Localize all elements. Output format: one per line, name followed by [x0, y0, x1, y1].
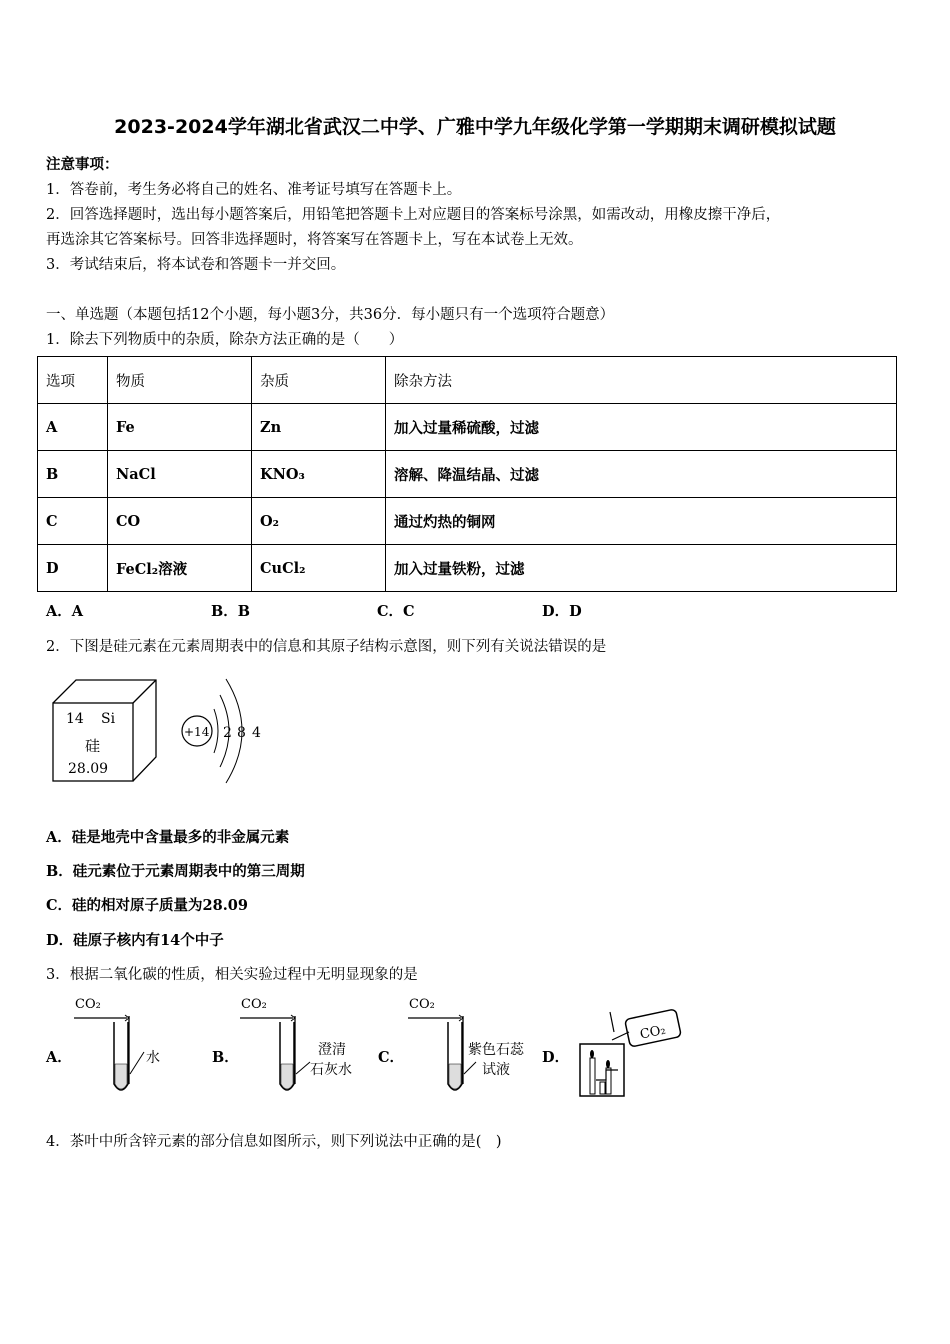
table-cell: B	[38, 451, 108, 498]
q1-stem: 1．除去下列物质中的杂质，除杂方法正确的是（ ）	[46, 332, 404, 348]
q2-option-b[interactable]: B．硅元素位于元素周期表中的第三周期	[46, 863, 305, 880]
liquid-label: 紫色石蕊	[468, 1042, 524, 1058]
notice-heading: 注意事项：	[46, 156, 119, 173]
liquid-label: 石灰水	[310, 1062, 352, 1078]
table-header: 除杂方法	[386, 357, 897, 404]
electron-shell	[214, 709, 218, 753]
page-title: 2023-2024学年湖北省武汉二中学、广雅中学九年级化学第一学期期末调研模拟试题	[114, 116, 836, 138]
table-cell: 加入过量铁粉，过滤	[386, 545, 897, 592]
table-cell: Zn	[252, 404, 386, 451]
notice-item: 1．答卷前，考生务必将自己的姓名、准考证号填写在答题卡上。	[46, 182, 462, 198]
q2-option-a[interactable]: A．硅是地壳中含量最多的非金属元素	[46, 829, 290, 846]
silicon-diagram	[48, 675, 278, 790]
liquid-label: 澄清	[318, 1042, 346, 1058]
table-cell: D	[38, 545, 108, 592]
q1-option-d[interactable]: D．D	[542, 603, 582, 620]
table-row	[38, 451, 897, 498]
liquid-label: 试液	[482, 1062, 510, 1078]
notice-item: 3．考试结束后，将本试卷和答题卡一并交回。	[46, 257, 346, 273]
notice-item: 2．回答选择题时，选出每小题答案后，用铅笔把答题卡上对应题目的答案标号涂黑，如需改动，用橡皮擦干净后，	[46, 207, 781, 223]
notice-item: 再选涂其它答案标号。回答非选择题时，将答案写在答题卡上，写在本试卷上无效。	[46, 232, 583, 248]
table-cell: 溶解、降温结晶、过滤	[386, 451, 897, 498]
table-row	[38, 404, 897, 451]
shell-electrons: 4	[252, 725, 261, 741]
table-cell: A	[38, 404, 108, 451]
table-cell: FeCl₂溶液	[108, 545, 252, 592]
table-cell: 通过灼热的铜网	[386, 498, 897, 545]
table-header: 选项	[38, 357, 108, 404]
element-symbol: Si	[101, 711, 116, 727]
table-cell: C	[38, 498, 108, 545]
q3-stem: 3．根据二氧化碳的性质，相关实验过程中无明显现象的是	[46, 967, 418, 983]
table-row	[38, 545, 897, 592]
q2-option-c[interactable]: C．硅的相对原子质量为28.09	[46, 897, 248, 914]
section-heading: 一、单选题（本题包括12个小题，每小题3分，共36分．每小题只有一个选项符合题意）	[46, 307, 615, 323]
table-row	[38, 498, 897, 545]
q1-option-c[interactable]: C．C	[377, 603, 415, 620]
q3-option-c[interactable]: C．	[378, 1049, 405, 1066]
shell-electrons: 2	[223, 725, 232, 741]
liquid-label: 水	[146, 1050, 160, 1066]
element-name: 硅	[85, 737, 101, 755]
q4-stem: 4．茶叶中所含锌元素的部分信息如图所示，则下列说法中正确的是( )	[46, 1134, 502, 1150]
table-cell: NaCl	[108, 451, 252, 498]
atom-structure	[182, 679, 261, 783]
q3-option-b[interactable]: B．	[212, 1049, 239, 1066]
nucleus-charge: +14	[184, 725, 210, 739]
q3-option-a[interactable]: A．	[46, 1049, 72, 1066]
test-tube-limewater	[238, 992, 368, 1102]
table-cell: CO	[108, 498, 252, 545]
q1-option-a[interactable]: A．A	[46, 603, 84, 620]
table-cell: O₂	[252, 498, 386, 545]
q3-option-d[interactable]: D．	[542, 1049, 570, 1066]
table-header-row	[38, 357, 897, 404]
table-header: 物质	[108, 357, 252, 404]
q2-stem: 2．下图是硅元素在元素周期表中的信息和其原子结构示意图，则下列有关说法错误的是	[46, 639, 607, 655]
shell-electrons: 8	[237, 725, 246, 741]
beaker-candles	[572, 1002, 687, 1100]
table-cell: KNO₃	[252, 451, 386, 498]
q1-option-b[interactable]: B．B	[211, 603, 251, 620]
gas-label: CO₂	[75, 997, 101, 1012]
gas-label: CO₂	[241, 997, 267, 1012]
test-tube-water	[72, 992, 172, 1102]
gas-label: CO₂	[638, 1022, 668, 1043]
element-number: 14	[66, 711, 84, 727]
table-cell: 加入过量稀硫酸，过滤	[386, 404, 897, 451]
table-header: 杂质	[252, 357, 386, 404]
gas-label: CO₂	[409, 997, 435, 1012]
q2-option-d[interactable]: D．硅原子核内有14个中子	[46, 932, 224, 949]
test-tube-litmus	[406, 992, 536, 1102]
q1-table	[37, 356, 897, 592]
element-mass: 28.09	[68, 761, 109, 777]
table-cell: CuCl₂	[252, 545, 386, 592]
table-cell: Fe	[108, 404, 252, 451]
